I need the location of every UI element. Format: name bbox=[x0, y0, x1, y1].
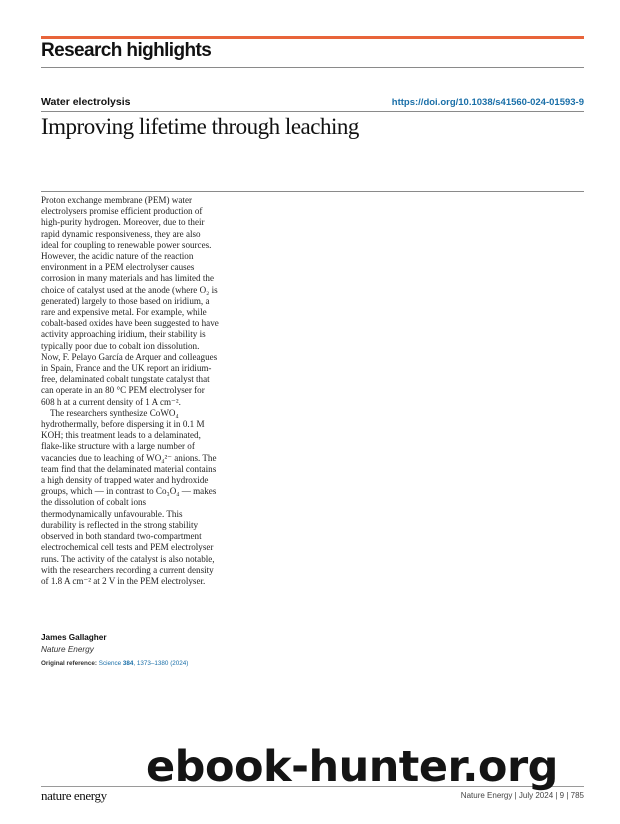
author-name: James Gallagher bbox=[41, 633, 107, 642]
article-headline: Improving lifetime through leaching bbox=[41, 114, 359, 139]
journal-logo: nature energy bbox=[41, 788, 107, 803]
reference-volume: 384 bbox=[122, 660, 134, 667]
body-paragraph-1: Proton exchange membrane (PEM) water electrolysers promise efficient production of high-purity hydrogen. Moreover, due to their rapid dynamic responsiveness, they are also ideal for coupling to renewable power sources. However, the acidic nature of the reaction environment in a PEM electrolyser causes corrosion in many materials and has limited the choice of catalyst used at the anode (where O₂ is generated) largely to those based on iridium, a rare and expensive metal. For example, while cobalt-based oxides have been suggested to have activity approaching iridium, their stability is typically poor due to cobalt ion dissolution. Now, F. Pelayo García de Arquer and colleagues in Spain, France and the UK report an iridium-free, delaminated cobalt tungstate catalyst that can operate in an 80 °C PEM electrolyser for 608 h at a current density of 1 A cm⁻². bbox=[41, 195, 219, 407]
journal-issue-info: Nature Energy | July 2024 | 9 | 785 bbox=[460, 791, 584, 800]
author-affiliation: Nature Energy bbox=[41, 645, 94, 654]
header-divider bbox=[41, 67, 584, 68]
original-reference bbox=[41, 660, 188, 667]
body-paragraph-2: The researchers synthesize CoWO₄ hydrothermally, before dispersing it in 0.1 M KOH; this treatment leads to a delaminated, flake-like structure with a large number of vacancies due to leaching of WO₄²⁻ anions. The team find that the delaminated material contains a high density of trapped water and hydroxide groups, which — in contrast to Co₃O₄ — makes the dissolution of cobalt ions thermodynamically unfavourable. This durability is reflected in the strong stability observed in both standard two-compartment electrochemical cell tests and PEM electrolyser runs. The activity of the catalyst is also notable, with the researchers recording a current density of 1.8 A cm⁻² at 2 V in the PEM electrolyser. bbox=[41, 407, 217, 586]
article-body bbox=[41, 195, 219, 587]
title-divider bbox=[41, 111, 584, 112]
article-category: Water electrolysis bbox=[41, 96, 131, 108]
reference-link[interactable] bbox=[99, 660, 189, 667]
reference-label: Original reference: bbox=[41, 660, 97, 667]
reference-pages: , 1373–1380 (2024) bbox=[133, 660, 189, 667]
reference-journal: Science bbox=[98, 660, 122, 667]
top-accent-bar bbox=[41, 36, 584, 39]
watermark: ebook-hunter.org bbox=[146, 742, 558, 792]
body-divider bbox=[41, 191, 584, 192]
doi-link[interactable]: https://doi.org/10.1038/s41560-024-01593-9 bbox=[391, 97, 584, 108]
section-title: Research highlights bbox=[41, 40, 212, 61]
